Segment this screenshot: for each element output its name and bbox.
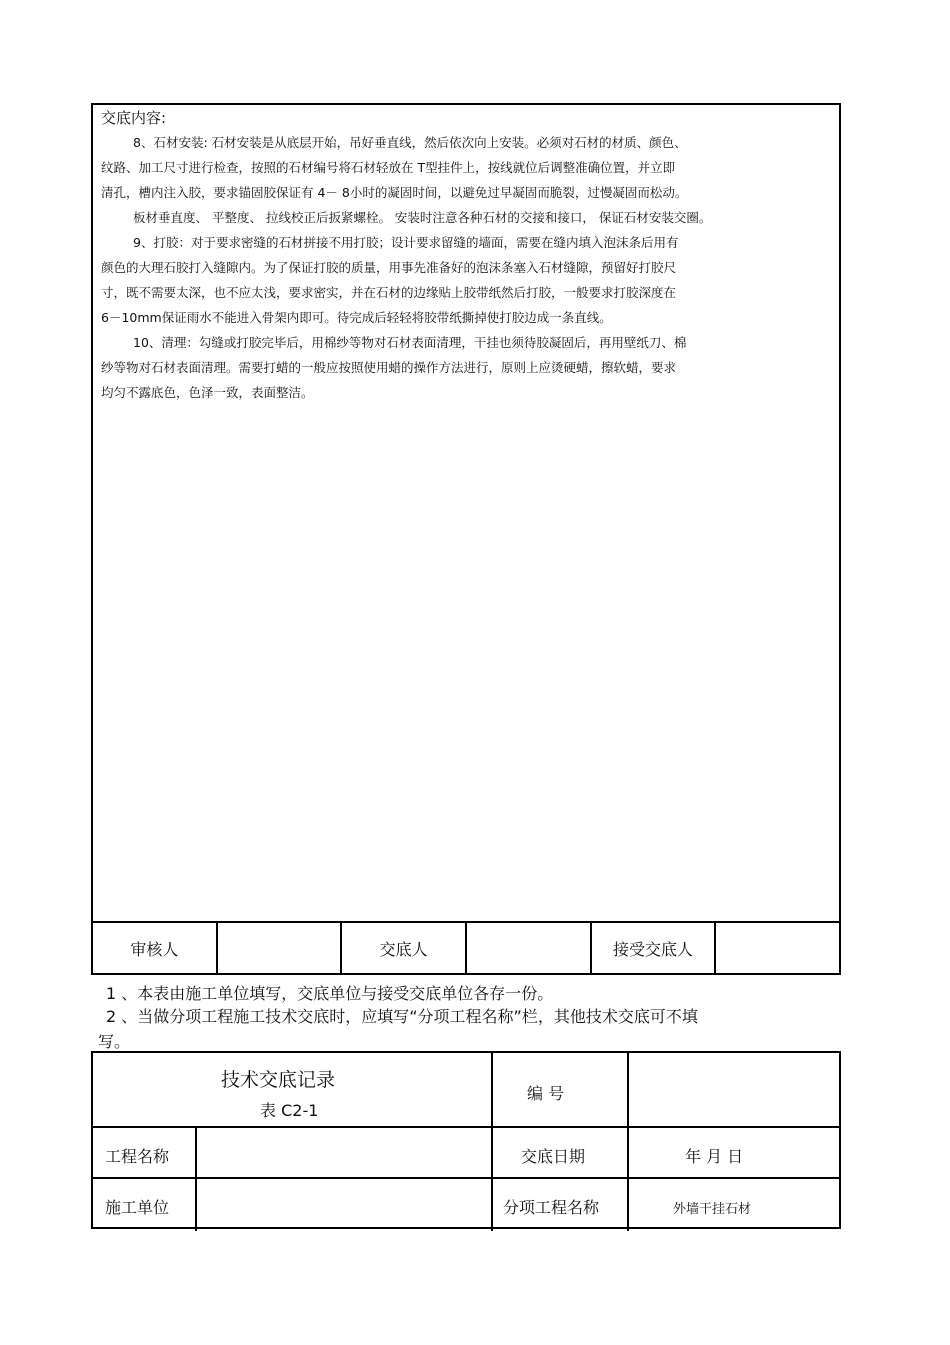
record-title: 技术交底记录 bbox=[221, 1069, 336, 1091]
discloser-field[interactable] bbox=[467, 923, 592, 973]
form-number: 表 C2-1 bbox=[260, 1101, 319, 1120]
reviewer-field[interactable] bbox=[218, 923, 343, 973]
reviewer-label: 审核人 bbox=[93, 923, 218, 973]
project-name-field[interactable] bbox=[199, 1129, 489, 1175]
record-header-table bbox=[91, 1051, 841, 1229]
content-line: 纱等物对石材表面清理。需要打蜡的一般应按照使用蜡的操作方法进行，原则上应烫硬蜡，擦软蜡，要求 bbox=[101, 360, 677, 375]
subproject-label: 分项工程名称 bbox=[503, 1198, 600, 1217]
content-line: 颜色的大理石胶打入缝隙内。为了保证打胶的质量，用事先准备好的泡沫条塞入石材缝隙，预留好打胶尺 bbox=[101, 260, 677, 275]
content-line: 6－10mm保证雨水不能进入骨架内即可。待完成后轻轻将胶带纸撕掉使打胶边成一条直线。 bbox=[101, 310, 612, 325]
project-name-label: 工程名称 bbox=[105, 1147, 170, 1166]
discloser-label: 交底人 bbox=[342, 923, 467, 973]
date-value[interactable]: 年 月 日 bbox=[685, 1147, 744, 1166]
note-2: 2 、当做分项工程施工技术交底时，应填写“分项工程名称”栏，其他技术交底可不填 bbox=[106, 1007, 698, 1026]
content-line: 均匀不露底色，色泽一致，表面整洁。 bbox=[101, 385, 314, 400]
content-line: 纹路、加工尺寸进行检查，按照的石材编号将石材轻放在 T型挂件上，按线就位后调整准确位置，并立即 bbox=[101, 160, 676, 175]
unit-field[interactable] bbox=[199, 1180, 489, 1228]
receiver-field[interactable] bbox=[716, 923, 839, 973]
content-line: 8、石材安装: 石材安装是从底层开始，吊好垂直线，然后依次向上安装。必须对石材的材质、颜色、 bbox=[133, 135, 687, 150]
disclosure-content-box bbox=[91, 103, 841, 923]
content-line: 寸，既不需要太深，也不应太浅，要求密实，并在石材的边缘贴上胶带纸然后打胶，一般要求打胶深度在 bbox=[101, 285, 677, 300]
receiver-label: 接受交底人 bbox=[592, 923, 717, 973]
number-label: 编 号 bbox=[527, 1084, 565, 1103]
date-label: 交底日期 bbox=[521, 1147, 586, 1166]
note-1: 1 、本表由施工单位填写，交底单位与接受交底单位各存一份。 bbox=[106, 984, 554, 1003]
content-line: 板材垂直度、 平整度、 拉线校正后扳紧螺栓。 安装时注意各种石材的交接和接口， 保证石材安装交圈。 bbox=[133, 210, 712, 225]
content-line: 清孔，槽内注入胶，要求锚固胶保证有 4－ 8小时的凝固时间，以避免过早凝固而脆裂，过慢凝固而松动。 bbox=[101, 185, 688, 200]
subproject-value[interactable]: 外墙干挂石材 bbox=[673, 1202, 752, 1217]
content-heading: 交底内容: bbox=[101, 109, 167, 127]
number-field[interactable] bbox=[629, 1055, 839, 1125]
content-line: 10、清理：勾缝或打胶完毕后，用棉纱等物对石材表面清理，干挂也须待胶凝固后，再用壁纸刀、棉 bbox=[133, 335, 687, 350]
signature-row bbox=[91, 921, 841, 975]
unit-label: 施工单位 bbox=[105, 1198, 170, 1217]
note-3: 写。 bbox=[98, 1032, 131, 1051]
content-line: 9、打胶：对于要求密缝的石材拼接不用打胶；设计要求留缝的墙面，需要在缝内填入泡沫条后用有 bbox=[133, 235, 679, 250]
